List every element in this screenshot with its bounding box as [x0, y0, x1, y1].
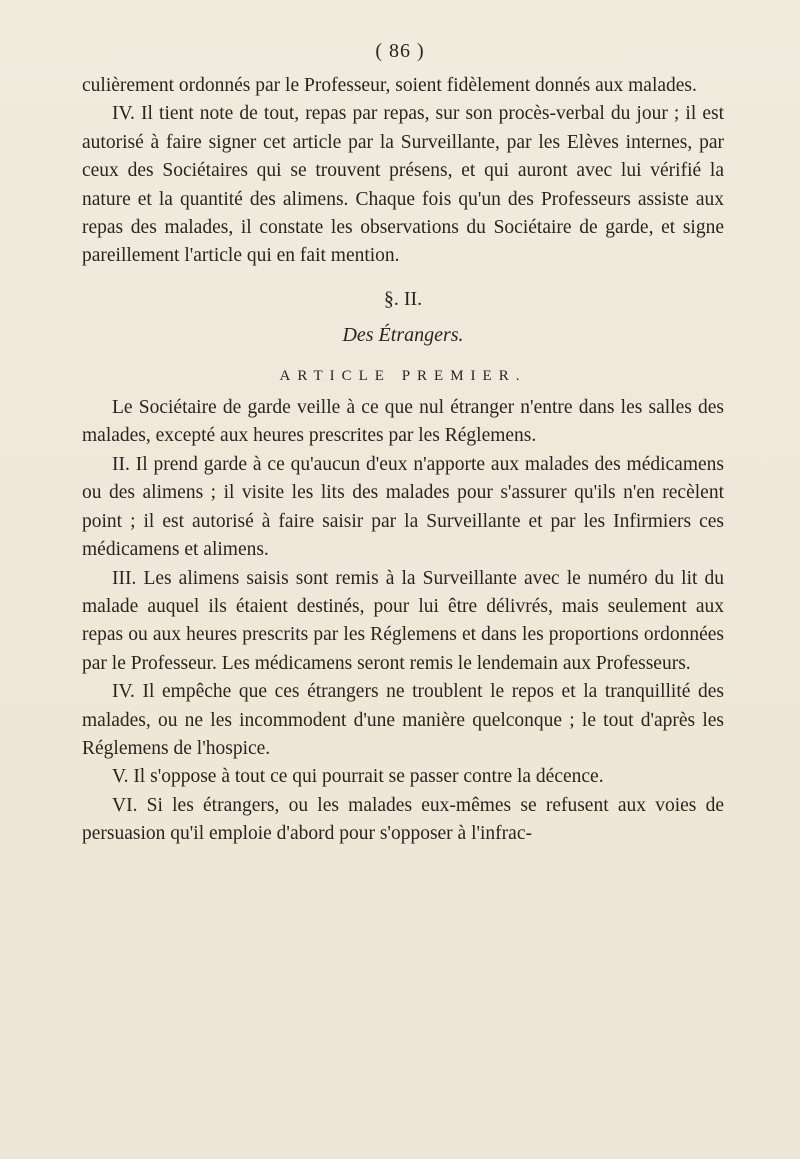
- page-body: [82, 72, 724, 849]
- paragraph-iii: III. Les alimens saisis sont remis à la Surveillante avec le numéro du lit du malade auquel ils étaient destinés, pour lui être délivrés, mais seulement aux repas ou aux heures prescrits par les Réglemens et dans les proportions ordonnées par le Professeur. Les médicamens seront remis le lendemain aux Professeurs.: [82, 567, 724, 674]
- paragraph-article-premier: Le Sociétaire de garde veille à ce que nul étranger n'entre dans les salles des malades, excepté aux heures prescrites par les Réglemens.: [82, 397, 724, 447]
- section-number: §. II.: [383, 287, 423, 310]
- paragraph-ii: II. Il prend garde à ce qu'aucun d'eux n'apporte aux malades des médicamens ou des alimens ; il visite les lits des malades pour s'assurer qu'ils n'en recèlent point ; il est autorisé à faire saisir par la Surveillante et par les Infirmiers ces médicamens et alimens.: [82, 453, 724, 561]
- paragraph-continuation: culièrement ordonnés par le Professeur, soient fidèlement donnés aux malades.: [82, 75, 697, 96]
- paragraph-vi: VI. Si les étrangers, ou les malades eux-mêmes se refusent aux voies de persuasion qu'il emploie d'abord pour s'opposer à l'infrac-: [82, 794, 724, 845]
- paragraph-iv-procès-verbal: IV. Il tient note de tout, repas par repas, sur son procès-verbal du jour ; il est autorisé à faire signer cet article par la Surveillante, par les Elèves internes, par ceux des Sociétaires qui se trouvent présens, et qui auront avec lui vérifié la nature et la quantité des alimens. Chaque fois qu'un des Professeurs assiste aux repas des malades, il constate les observations du Sociétaire de garde, et signe pareillement l'article qui en fait mention.: [82, 103, 724, 267]
- paragraph-iv: IV. Il empêche que ces étrangers ne troublent le repos et la tranquillité des malades, ou ne les incommodent d'une manière quelconque ; le tout d'après les Réglemens de l'hospice.: [82, 681, 724, 759]
- article-heading: ARTICLE PREMIER.: [279, 367, 527, 384]
- section-title: Des Étrangers.: [342, 324, 464, 347]
- paragraph-v: V. Il s'oppose à tout ce qui pourrait se passer contre la décence.: [112, 766, 604, 788]
- page-number: ( 86 ): [375, 40, 425, 62]
